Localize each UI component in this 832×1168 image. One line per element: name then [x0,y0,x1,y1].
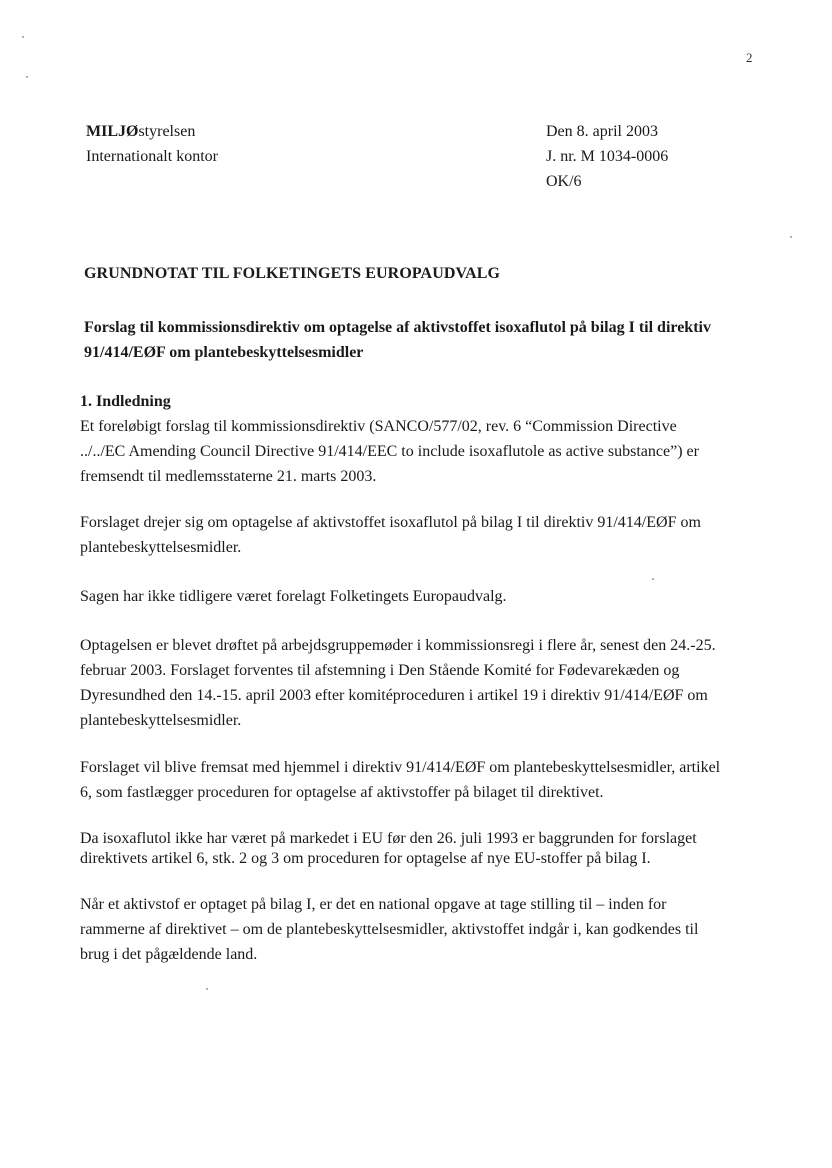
journal-number: J. nr. M 1034-0006 [546,148,669,165]
page-number: 2 [746,50,753,65]
paragraph-line: Sagen har ikke tidligere været forelagt Folketingets Europaudvalg. [80,588,507,605]
paragraph-line: Forslaget drejer sig om optagelse af aktivstoffet isoxaflutol på bilag I til direktiv 91/414/EØF om [80,514,701,531]
paragraph-line: februar 2003. Forslaget forventes til afstemning i Den Stående Komité for Fødevarekæden og [80,662,680,679]
document-meta [546,119,668,194]
office-name: Internationalt kontor [86,148,218,165]
paragraph-line: Dyresundhed den 14.-15. april 2003 efter komitéproceduren i artikel 19 i direktiv 91/414/EØF om [80,687,708,704]
reference-code: OK/6 [546,173,582,190]
paragraph-line: direktivets artikel 6, stk. 2 og 3 om proceduren for optagelse af nye EU-stoffer på bilag I. [80,850,651,867]
paragraph-line: brug i det pågældende land. [80,946,258,963]
paragraph-line: fremsendt til medlemsstaterne 21. marts 2003. [80,468,377,485]
section-introduction [80,389,760,489]
scan-speck [652,578,654,580]
paragraph-line: plantebeskyttelsesmidler. [80,539,242,556]
paragraph-legal-basis [80,755,760,805]
paragraph-discussion [80,633,760,733]
paragraph-line: Når et aktivstof er optaget på bilag I, er det en national opgave at tage stilling til – inden for [80,896,667,913]
document-date: Den 8. april 2003 [546,123,658,140]
paragraph-national-task [80,892,760,967]
scan-speck [26,76,28,78]
paragraph-scope [80,510,760,560]
paragraph-line: Et foreløbigt forslag til kommissionsdirektiv (SANCO/577/02, rev. 6 “Commission Directive [80,418,677,435]
paragraph-line: rammerne af direktivet – om de plantebeskyttelsesmidler, aktivstoffet indgår i, kan godkendes til [80,921,699,938]
organization-name-suffix: styrelsen [138,123,196,140]
paragraph-line: Da isoxaflutol ikke har været på markedet i EU før den 26. juli 1993 er baggrunden for forslaget [80,830,697,847]
scan-speck [22,36,24,38]
sender-block [86,119,218,169]
paragraph-line: ../../EC Amending Council Directive 91/414/EEC to include isoxaflutole as active substance”) er [80,443,699,460]
paragraph-line: plantebeskyttelsesmidler. [80,712,242,729]
document-title: GRUNDNOTAT TIL FOLKETINGETS EUROPAUDVALG [84,265,501,282]
scan-speck [206,988,208,990]
organization-name [86,119,218,144]
paragraph-line: Forslaget vil blive fremsat med hjemmel i direktiv 91/414/EØF om plantebeskyttelsesmidler, artikel [80,759,721,776]
paragraph-committee-status [80,584,760,609]
subject-line: Forslag til kommissionsdirektiv om optagelse af aktivstoffet isoxaflutol på bilag I til direktiv [84,319,711,336]
scan-speck [790,236,792,238]
organization-name-prefix: MILJØ [86,123,139,140]
paragraph-line: 6, som fastlægger proceduren for optagelse af aktivstoffer på bilaget til direktivet. [80,784,604,801]
section-heading: 1. Indledning [80,393,171,410]
paragraph-line: Optagelsen er blevet drøftet på arbejdsgruppemøder i kommissionsregi i flere år, senest den 24.-25. [80,637,716,654]
subject-line: 91/414/EØF om plantebeskyttelsesmidler [84,344,364,361]
paragraph-background [80,829,760,869]
subject-heading [84,315,764,365]
